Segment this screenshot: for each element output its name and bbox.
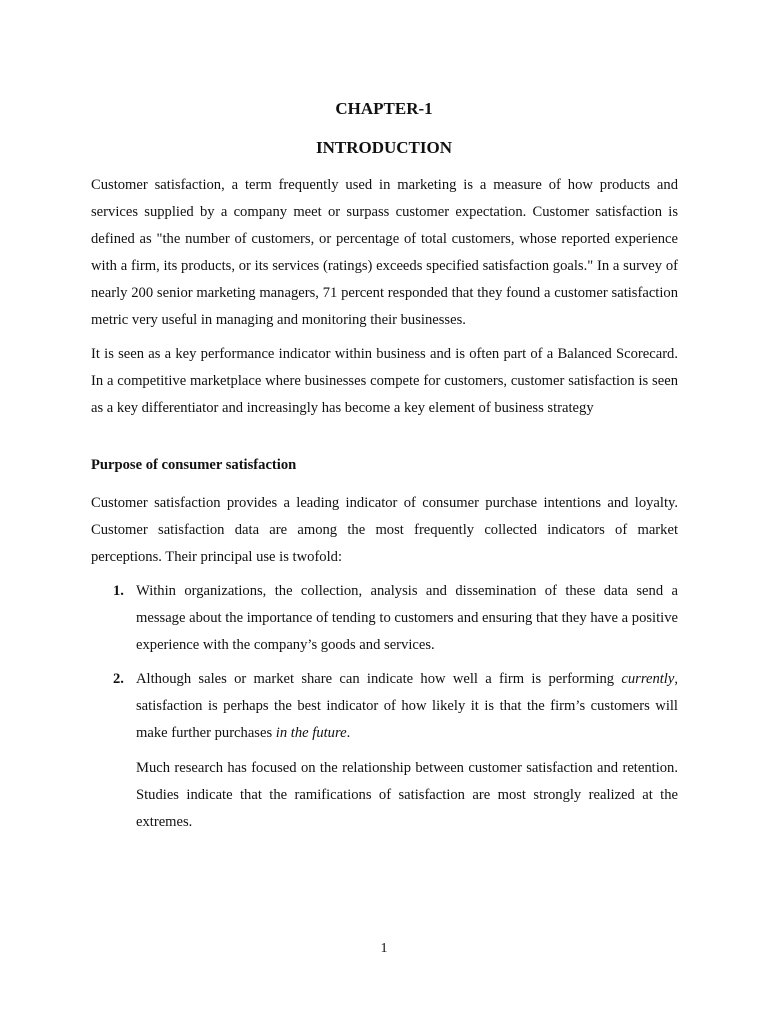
section-subheading: Purpose of consumer satisfaction — [91, 457, 297, 473]
paragraph-definition: Customer satisfaction, a term frequently used in marketing is a measure of how products and services supplied by a company meet or surpass customer expectation. Customer satisfaction is defined as "the number of customers, or percentage of total customers, whose reported experience with a firm, its products, or its services (ratings) exceeds specified satisfaction goals." In a survey of nearly 200 senior marketing managers, 71 percent responded that they found a customer satisfaction metric very useful in managing and monitoring their businesses. — [91, 177, 678, 328]
list-number: 1. — [113, 583, 124, 599]
paragraph-kpi: It is seen as a key performance indicator within business and is often part of a Balanced Scorecard. In a competitive marketplace where businesses compete for customers, customer satisfaction is seen as a key differentiator and increasingly has become a key element of business strategy — [91, 346, 678, 416]
page-number: 1 — [380, 941, 388, 956]
list-text-part: Although sales or market share can indicate how well a firm is performing — [136, 671, 622, 687]
paragraph-purpose: Customer satisfaction provides a leading indicator of consumer purchase intentions and loyalty. Customer satisfaction data are among the most frequently collected indicators of market perceptions. Their principal use is twofold: — [91, 495, 678, 565]
page-title: INTRODUCTION — [315, 138, 453, 157]
paragraph-research: Much research has focused on the relationship between customer satisfaction and retention. Studies indicate that the ramifications of satisfaction are most strongly realized at the extremes. — [136, 760, 678, 830]
emphasis-in-the-future: in the future — [275, 725, 347, 741]
list-text-part: . — [346, 725, 351, 741]
chapter-heading: CHAPTER-1 — [335, 99, 433, 118]
list-number: 2. — [113, 671, 124, 687]
list-text — [136, 666, 678, 747]
list-text-part: , satisfaction is perhaps the best indicator of how likely it is that the firm’s customers will make further purchases — [136, 671, 678, 741]
emphasis-currently: currently — [621, 671, 675, 687]
list-text: Within organizations, the collection, analysis and dissemination of these data send a message about the importance of tending to customers and ensuring that they have a positive experience with the company’s goods and services. — [136, 583, 678, 653]
